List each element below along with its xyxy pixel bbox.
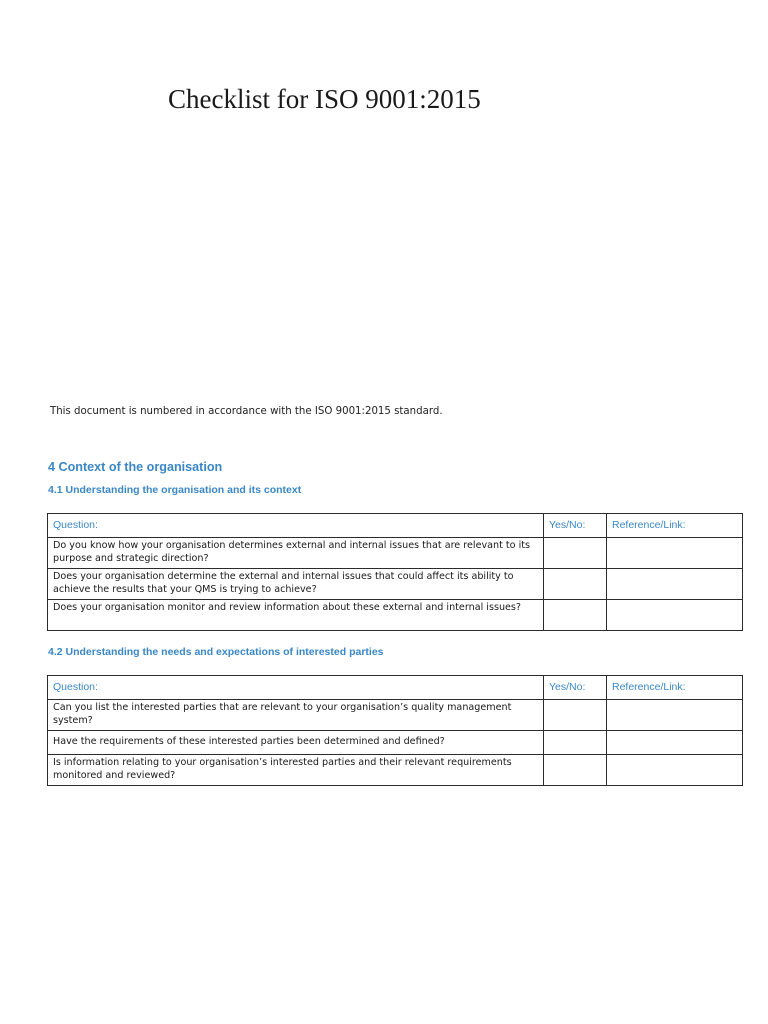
question-cell: Can you list the interested parties that are relevant to your organisation’s quality management system?	[48, 700, 544, 731]
question-cell: Is information relating to your organisation’s interested parties and their relevant requirements monitored and reviewed?	[48, 755, 544, 786]
subsection-heading-4-1: 4.1 Understanding the organisation and its context	[48, 484, 302, 496]
table-body	[48, 700, 743, 786]
table-row	[48, 700, 743, 731]
table-row	[48, 600, 743, 631]
reference-link-cell[interactable]	[607, 600, 743, 631]
question-cell: Do you know how your organisation determines external and internal issues that are relevant to its purpose and strategic direction?	[48, 538, 544, 569]
table-row	[48, 569, 743, 600]
document-title: Checklist for ISO 9001:2015	[168, 84, 481, 114]
intro-text: This document is numbered in accordance with the ISO 9001:2015 standard.	[50, 406, 443, 417]
subsection-heading-4-2: 4.2 Understanding the needs and expectations of interested parties	[48, 646, 384, 658]
reference-link-cell[interactable]	[607, 731, 743, 755]
checklist-table-4-2	[47, 675, 743, 786]
reference-link-cell[interactable]	[607, 755, 743, 786]
question-cell: Does your organisation monitor and review information about these external and internal issues?	[48, 600, 544, 631]
reference-link-cell[interactable]	[607, 700, 743, 731]
yes-no-column-header: Yes/No:	[544, 514, 607, 538]
question-cell: Have the requirements of these interested parties been determined and defined?	[48, 731, 544, 755]
checklist-table-4-1	[47, 513, 743, 631]
table-body	[48, 538, 743, 631]
reference-link-cell[interactable]	[607, 538, 743, 569]
yes-no-column-header: Yes/No:	[544, 676, 607, 700]
reference-link-cell[interactable]	[607, 569, 743, 600]
table-header-row	[48, 514, 743, 538]
question-column-header: Question:	[48, 514, 544, 538]
yes-no-cell[interactable]	[544, 755, 607, 786]
question-cell: Does your organisation determine the external and internal issues that could affect its ability to achieve the results that your QMS is trying to achieve?	[48, 569, 544, 600]
yes-no-cell[interactable]	[544, 700, 607, 731]
table-row	[48, 755, 743, 786]
reference-link-column-header: Reference/Link:	[607, 514, 743, 538]
table-row	[48, 538, 743, 569]
question-column-header: Question:	[48, 676, 544, 700]
yes-no-cell[interactable]	[544, 600, 607, 631]
yes-no-cell[interactable]	[544, 538, 607, 569]
table-header-row	[48, 676, 743, 700]
yes-no-cell[interactable]	[544, 731, 607, 755]
yes-no-cell[interactable]	[544, 569, 607, 600]
section-heading-4: 4 Context of the organisation	[48, 460, 223, 474]
table-row	[48, 731, 743, 755]
reference-link-column-header: Reference/Link:	[607, 676, 743, 700]
